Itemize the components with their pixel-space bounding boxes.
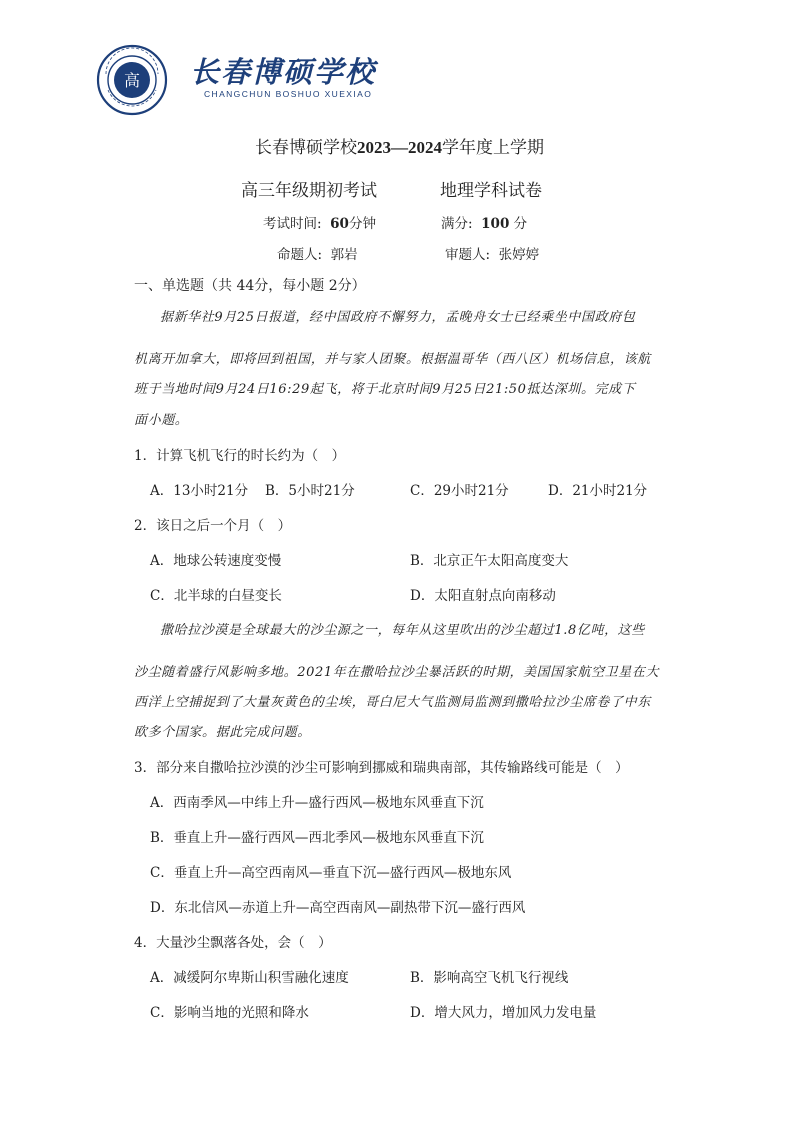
exam-title-line1: 长春博硕学校2023—2024学年度上学期 [255, 138, 544, 158]
question-1-option-b[interactable]: B．5小时21分 [265, 483, 355, 499]
question-1-option-c[interactable]: C．29小时21分 [410, 483, 509, 499]
question-2-option-d[interactable]: D．太阳直射点向南移动 [410, 588, 556, 604]
passage-line: 据新华社9月25日报道，经中国政府不懈努力，孟晚舟女士已经乘坐中国政府包 [160, 310, 636, 325]
question-2-option-a[interactable]: A．地球公转速度变慢 [150, 553, 282, 569]
question-3-stem: 3．部分来自撒哈拉沙漠的沙尘可影响到挪威和瑞典南部，其传输路线可能是（ ） [134, 760, 629, 776]
passage-line: 班于当地时间9月24日16:29起飞，将于北京时间9月25日21:50抵达深圳。完成下 [134, 382, 636, 397]
setter: 命题人: 郭岩 [277, 247, 358, 263]
passage-line: 欧多个国家。据此完成问题。 [134, 725, 311, 740]
exam-time: 考试时间: 60分钟 [263, 216, 376, 232]
question-3-option-c[interactable]: C．垂直上升—高空西南风—垂直下沉—盛行西风—极地东风 [150, 865, 512, 881]
question-2-stem: 2．该日之后一个月（ ） [134, 518, 292, 534]
passage-line: 沙尘随着盛行风影响多地。2021年在撒哈拉沙尘暴活跃的时期，美国国家航空卫星在大 [134, 665, 660, 680]
question-4-option-b[interactable]: B．影响高空飞机飞行视线 [410, 970, 569, 986]
question-2-option-b[interactable]: B．北京正午太阳高度变大 [410, 553, 569, 569]
exam-title-subject: 地理学科试卷 [440, 181, 542, 201]
svg-text:高: 高 [123, 71, 141, 90]
question-2-option-c[interactable]: C．北半球的白昼变长 [150, 588, 282, 604]
question-1-option-d[interactable]: D．21小时21分 [548, 483, 648, 499]
passage-line: 撒哈拉沙漠是全球最大的沙尘源之一，每年从这里吹出的沙尘超过1.8亿吨，这些 [160, 623, 645, 638]
question-4-stem: 4．大量沙尘飘落各处，会（ ） [134, 935, 332, 951]
passage-line: 机离开加拿大，即将回到祖国，并与家人团聚。根据温哥华（西八区）机场信息，该航 [134, 352, 651, 367]
reviewer: 审题人: 张婷婷 [445, 247, 540, 263]
school-brand-name: 长春博硕学校 [190, 55, 377, 89]
question-4-option-a[interactable]: A．减缓阿尔卑斯山积雪融化速度 [150, 970, 349, 986]
question-3-option-a[interactable]: A．西南季风—中纬上升—盛行西风—极地东风垂直下沉 [150, 795, 484, 811]
school-seal-logo [96, 44, 168, 116]
school-brand-pinyin: CHANGCHUN BOSHUO XUEXIAO [204, 89, 373, 99]
question-1-option-a[interactable]: A．13小时21分 [150, 483, 249, 499]
full-score: 满分: 100 分 [441, 216, 528, 232]
passage-line: 面小题。 [134, 413, 189, 428]
question-4-option-c[interactable]: C．影响当地的光照和降水 [150, 1005, 309, 1021]
question-3-option-d[interactable]: D．东北信风—赤道上升—高空西南风—副热带下沉—盛行西风 [150, 900, 526, 916]
question-3-option-b[interactable]: B．垂直上升—盛行西风—西北季风—极地东风垂直下沉 [150, 830, 484, 846]
passage-line: 西洋上空捕捉到了大量灰黄色的尘埃，哥白尼大气监测局监测到撒哈拉沙尘席卷了中东 [134, 695, 651, 710]
question-4-option-d[interactable]: D．增大风力，增加风力发电量 [410, 1005, 597, 1021]
question-1-stem: 1．计算飞机飞行的时长约为（ ） [134, 448, 346, 464]
exam-title-grade: 高三年级期初考试 [241, 181, 377, 201]
section-heading: 一、单选题（共 44分，每小题 2分） [134, 278, 366, 294]
